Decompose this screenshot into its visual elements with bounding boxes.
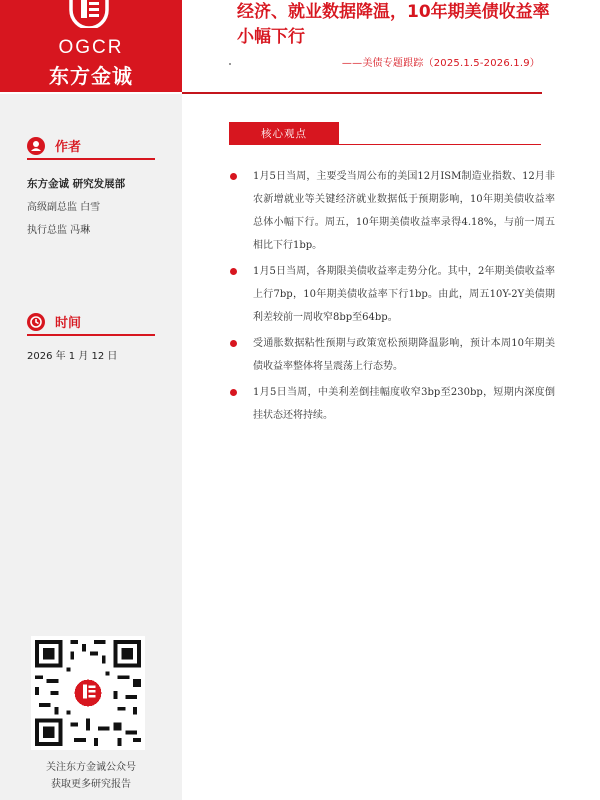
core-views-rule bbox=[229, 144, 541, 145]
core-views-list bbox=[229, 165, 555, 430]
report-title: 经济、就业数据降温，10年期美债收益率小幅下行 bbox=[237, 2, 550, 47]
brand-name-cn: 东方金诚 bbox=[49, 64, 133, 88]
qr-caption: 获取更多研究报告 bbox=[51, 779, 131, 790]
list-item-text: 1月5日当周，中美利差倒挂幅度收窄3bp至230bp，短期内深度倒挂状态还将持续。 bbox=[253, 387, 555, 421]
time-heading bbox=[27, 312, 81, 331]
author-name: 执行总监 冯琳 bbox=[27, 225, 91, 236]
bullet-icon bbox=[230, 340, 237, 347]
list-item bbox=[229, 165, 555, 257]
author-org: 东方金诚 研究发展部 bbox=[27, 178, 126, 190]
author-rule bbox=[27, 158, 155, 160]
clock-icon bbox=[27, 313, 45, 331]
divider-dot bbox=[229, 63, 231, 65]
bullet-icon bbox=[230, 173, 237, 180]
list-item-text: 1月5日当周，主要受当周公布的美国12月ISM制造业指数、12月非农新增就业等关键经济就业数据低于预期影响，10年期美债收益率总体小幅下行。周五，10年期美债收益率录得4.18%，与前一周五相比下行1bp。 bbox=[253, 171, 555, 251]
list-item-text: 受通胀数据粘性预期与政策宽松预期降温影响，预计本周10年期美债收益率整体将呈震荡上行态势。 bbox=[253, 338, 555, 372]
brand-header bbox=[0, 0, 182, 92]
author-heading bbox=[27, 136, 81, 155]
author-name: 高级副总监 白雪 bbox=[27, 202, 101, 213]
core-views-tab: 核心观点 bbox=[229, 122, 339, 144]
qr-code bbox=[31, 636, 145, 750]
report-subtitle: ——美债专题跟踪（2025.1.5-2026.1.9） bbox=[341, 58, 540, 69]
list-item bbox=[229, 260, 555, 329]
time-rule bbox=[27, 334, 155, 336]
report-date: 2026 年 1 月 12 日 bbox=[27, 351, 118, 362]
person-icon bbox=[27, 137, 45, 155]
bullet-icon bbox=[230, 389, 237, 396]
time-heading-label: 时间 bbox=[55, 316, 82, 331]
list-item bbox=[229, 332, 555, 378]
author-heading-label: 作者 bbox=[55, 140, 82, 155]
logo-icon bbox=[67, 0, 111, 28]
list-item-text: 1月5日当周，各期限美债收益率走势分化。其中，2年期美债收益率上行7bp，10年期美债收益率下行1bp。由此，周五10Y-2Y美债期利差较前一周收窄8bp至64bp。 bbox=[253, 266, 555, 323]
list-item bbox=[229, 381, 555, 427]
header-rule bbox=[182, 92, 542, 94]
brand-name-en: OGCR bbox=[58, 37, 124, 58]
bullet-icon bbox=[230, 268, 237, 275]
qr-caption: 关注东方金诚公众号 bbox=[46, 762, 136, 773]
